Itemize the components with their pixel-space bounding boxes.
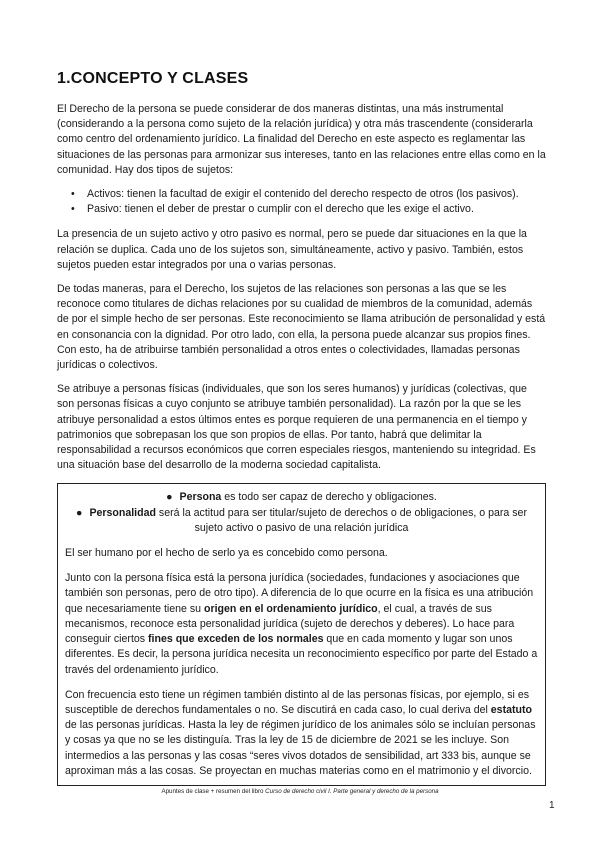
subject-types-list [57,187,546,217]
text-segment: que en cada momento y lugar son unos diferentes. Es decir, la persona jurídica necesita un reconocimiento específico por parte del Estado a través del ordenamiento jurídico. [65,633,538,676]
definitions-list [65,490,538,536]
document-page [57,70,546,786]
text-segment: Junto con la persona física está la persona jurídica (sociedades, fundaciones y asociaciones que también son personas, pero de otro tipo). A diferencia de lo que ocurre en la física es una atribución que necesariamente tiene su [65,572,534,615]
paragraph-personality: De todas maneras, para el Derecho, los sujetos de las relaciones son personas a las que se les reconoce como titulares de dichas relaciones por su cualidad de miembros de la comunidad, además de por el simple hecho de ser personas. Este reconocimiento se llama atribución de personalidad y está en consonancia con la dignidad. Por otro lado, con ella, la persona puede alcanzar sus propios fines. Con esto, ha de atribuirse también personalidad a otros entes o colectividades, llamadas personas jurídicas o colectivos. [57,283,546,372]
paragraph-duplication: La presencia de un sujeto activo y otro pasivo es normal, pero se puede dar situaciones en la que la relación se duplica. Cada uno de los sujetos son, simultáneamente, activo y pasivo. También, estos sujetos pueden estar integrados por una o varias personas. [57,228,527,271]
text-segment: Con frecuencia esto tiene un régimen también distinto al de las personas físicas, por ejemplo, si es susceptible de derechos fundamentales o no. Se discutirá en cada caso, lo cual deriva del [65,688,530,716]
box-paragraph-regime [65,688,538,779]
section-heading: 1.CONCEPTO Y CLASES [57,70,249,87]
page-footer [0,788,600,795]
definition-persona [65,490,538,505]
box-paragraph-legal-person [65,571,538,677]
bold-segment: estatuto [490,703,532,716]
list-item: • Activos: tienen la facultad de exigir el contenido del derecho respecto de otros (los pasivos). [87,187,546,202]
page-number: 1 [549,800,555,811]
definitions-box [57,483,546,785]
paragraph-attribution: Se atribuye a personas físicas (individuales, que son los seres humanos) y jurídicas (colectivas, que son personas físicas a cuyo conjunto se atribuye también personalidad). La razón por la que se les atribuye personalidad a estos últimos entes es porque requieren de una permanencia en el tiempo y patrimonios que sobrepasan los que son propios de ellas. Por tanto, habrá que delimitar la responsabilidad a recursos económicos que corren especiales riesgos, manteniendo su integridad. Es una situación base del desarrollo de la moderna sociedad capitalista. [57,383,536,472]
footer-book-title: Curso de derecho civil I. Parte general y derecho de la persona [265,788,439,795]
list-item: • Pasivo: tienen el deber de prestar o cumplir con el derecho que les exige el activo. [87,202,546,217]
bullet-icon: ● [76,506,83,519]
bold-segment: fines que exceden de los normales [148,633,324,646]
bold-segment: origen en el ordenamiento jurídico [204,602,378,615]
footer-text: Apuntes de clase + resumen del libro [161,788,266,795]
term-persona: Persona [179,491,222,504]
definition-text: es todo ser capaz de derecho y obligaciones. [221,491,437,504]
bullet-icon: ● [166,491,173,504]
definition-personalidad [65,506,538,536]
box-paragraph-human: El ser humano por el hecho de serlo ya es concebido como persona. [65,547,388,560]
text-segment: , el cual, a través de sus mecanismos, reconoce esta personalidad jurídica (sujeto de derechos y deberes). Lo hace para conseguir ciertos [65,602,515,646]
definition-text: será la actitud para ser titular/sujeto de derechos o de obligaciones, o para ser sujeto activo o pasivo de una relación jurídica [155,506,527,534]
text-segment: de las personas jurídicas. Hasta la ley de régimen jurídico de los animales sólo se incluían personas y cosas ya que no se les distinguía. Tras la ley de 15 de diciembre de 2021 se les incluye. Son intermedios a las personas y las cosas “seres vivos dotados de sensibilidad, art 333 bis, aunque se aproximan más a las cosas. Se proyectan en muchas materias como en el matrimonio y el divorcio. [65,719,536,777]
term-personalidad: Personalidad [89,506,156,519]
intro-paragraph: El Derecho de la persona se puede considerar de dos maneras distintas, una más instrumental (considerando a la persona como sujeto de la relación jurídica) y otra más trascendente (considerarla como centro del ordenamiento jurídico. La finalidad del Derecho en este aspecto es reglamentar las situaciones de las personas para armonizar sus intereses, tanto en las relaciones entre ellas como en la comunidad. Hay dos tipos de sujetos: [57,103,546,176]
